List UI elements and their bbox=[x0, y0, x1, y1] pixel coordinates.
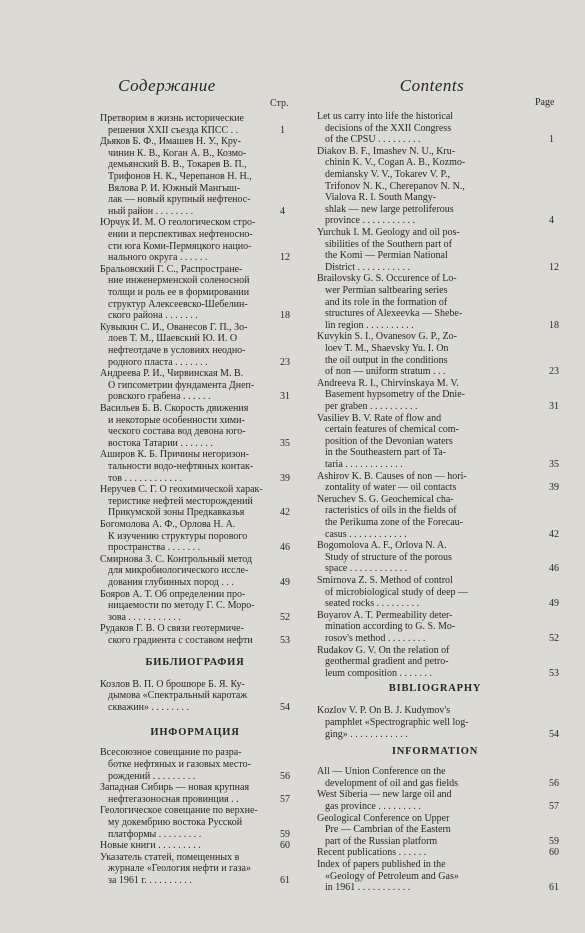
toc-entry-line: нального округа . . . . . . bbox=[108, 252, 208, 264]
toc-entry-page-number: 56 bbox=[549, 777, 559, 789]
information-heading-ru: ИНФОРМАЦИЯ bbox=[150, 727, 240, 739]
toc-entry-line: seated rocks . . . . . . . . . bbox=[325, 598, 420, 610]
toc-entry-page-number: 18 bbox=[280, 310, 290, 322]
toc-entry-page-number: 54 bbox=[280, 701, 290, 713]
information-heading-en: INFORMATION bbox=[391, 746, 479, 758]
toc-entry-line: sibilities of the Southern part of bbox=[325, 238, 452, 250]
toc-entry-line: Рудаков Г. В. О связи геотермиче- bbox=[100, 623, 244, 635]
toc-entry-page-number: 59 bbox=[280, 828, 290, 840]
toc-entry-information bbox=[100, 851, 290, 887]
toc-entry-line: gas province . . . . . . . . . bbox=[325, 800, 421, 812]
toc-entry-page-number: 4 bbox=[280, 205, 285, 217]
toc-entry-line: Andreeva R. I., Chirvinskaya M. V. bbox=[317, 377, 459, 389]
toc-entry-information bbox=[100, 782, 290, 805]
toc-entry-line: ging» . . . . . . . . . . . . bbox=[325, 728, 408, 740]
toc-entry-line: Ashirov K. B. Causes of non — hori- bbox=[317, 470, 467, 482]
toc-entry-line: ского градиента с составом нефти bbox=[108, 634, 253, 646]
toc-entry bbox=[100, 449, 290, 484]
toc-entry bbox=[317, 227, 559, 273]
toc-entry-line: position of the Devonian waters bbox=[325, 435, 453, 447]
toc-entry-line: the Komi — Permian National bbox=[325, 250, 448, 262]
toc-entry bbox=[317, 644, 559, 680]
toc-entry-page-number: 31 bbox=[549, 400, 559, 412]
toc-entry-line: Указатель статей, помещенных в bbox=[100, 851, 240, 863]
toc-entry-line: geothermal gradient and petro- bbox=[325, 656, 449, 668]
toc-entry-line: Кувыкин С. И., Ованесов Г. П., Зо- bbox=[100, 321, 248, 333]
toc-entry-information bbox=[317, 812, 559, 848]
toc-entry-line: журнале «Геология нефти и газа» bbox=[108, 863, 251, 875]
toc-entry-line: сти юга Коми-Пермяцкого нацио- bbox=[108, 240, 252, 252]
toc-entry-line: Вялова Р. И. Южный Мангыш- bbox=[108, 182, 241, 194]
toc-entry-line: Brailovsky G. S. Occurence of Lo- bbox=[317, 273, 457, 285]
toc-entry bbox=[317, 540, 559, 575]
toc-entry-line: in the Southeastern part of Ta- bbox=[325, 447, 447, 459]
toc-entry-line: Boyarov A. T. Permeability deter- bbox=[317, 609, 453, 621]
toc-entry-line: Study of structure of the porous bbox=[325, 551, 452, 563]
toc-entry-line: chinin K. V., Cogan A. B., Kozmo- bbox=[325, 157, 466, 169]
toc-entry-page-number: 52 bbox=[549, 632, 559, 644]
toc-entry-line: Геологическое совещание по верхне- bbox=[100, 805, 258, 817]
toc-entry-line: zontality of water — oil contacts bbox=[325, 482, 457, 494]
toc-entry-line: тов . . . . . . . . . . . . bbox=[108, 472, 182, 484]
toc-entry bbox=[317, 575, 559, 610]
toc-entry-line: mination according to G. S. Mo- bbox=[325, 621, 456, 633]
toc-entry-page-number: 39 bbox=[280, 472, 290, 484]
toc-entry-line: нефтегазоносная провинция . . bbox=[108, 793, 239, 805]
toc-entry-line: за 1961 г. . . . . . . . . . bbox=[108, 874, 192, 886]
toc-entry-line: востока Татарии . . . . . . . bbox=[108, 437, 213, 449]
toc-entry-page-number: 39 bbox=[549, 482, 559, 494]
toc-entry bbox=[317, 493, 559, 540]
toc-english-heading: Contents bbox=[399, 76, 465, 95]
toc-entry-line: Let us carry into life the historical bbox=[317, 111, 454, 122]
toc-entry-line: лоев Т. М., Шаевский Ю. И. О bbox=[108, 333, 238, 345]
toc-entry-information bbox=[317, 847, 559, 859]
toc-entry-information bbox=[100, 805, 290, 840]
toc-russian-page-label: Стр. bbox=[270, 98, 289, 109]
toc-entry bbox=[100, 519, 290, 554]
toc-entry-line: ние инженерменской соленосной bbox=[108, 275, 250, 287]
toc-entry-line: чинин К. В., Коган А. В., Козмо- bbox=[108, 147, 247, 159]
toc-entry-line: Претворим в жизнь исторические bbox=[100, 113, 244, 124]
toc-entry bbox=[100, 588, 290, 624]
toc-entry-line: для микробиологического иссле- bbox=[108, 565, 249, 577]
toc-entry bbox=[100, 321, 290, 368]
toc-entry-line: родного пласта . . . . . . . bbox=[108, 356, 208, 368]
toc-entry-line: space . . . . . . . . . . . . bbox=[325, 563, 408, 575]
toc-entry-line: per graben . . . . . . . . . . bbox=[325, 400, 418, 412]
toc-entry-page-number: 49 bbox=[549, 598, 559, 610]
toc-entry-line: racteristics of oils in the fields of bbox=[325, 505, 457, 517]
toc-entry-line: the Perikuma zone of the Forecau- bbox=[325, 516, 464, 528]
toc-entry-information bbox=[100, 747, 290, 782]
bibliography-heading-en: BIBLIOGRAPHY bbox=[388, 683, 482, 695]
toc-entry-page-number: 61 bbox=[549, 882, 559, 894]
toc-entry bbox=[317, 273, 559, 331]
toc-entry-page-number: 53 bbox=[280, 634, 290, 646]
toc-entry bbox=[317, 145, 554, 227]
toc-entry-page-number: 1 bbox=[280, 124, 285, 136]
toc-entry-line: certain features of chemical com- bbox=[325, 424, 459, 436]
bibliography-heading-ru: БИБЛИОГРАФИЯ bbox=[145, 656, 245, 668]
toc-entry-line: Kuvykin S. I., Ovanesov G. P., Zo- bbox=[317, 331, 457, 343]
toc-entry-line: part of the Russian platform bbox=[325, 835, 438, 847]
toc-entry-page-number: 23 bbox=[549, 366, 559, 378]
toc-entry-page-number: 60 bbox=[280, 840, 290, 852]
toc-entry-bibliography bbox=[100, 678, 290, 714]
toc-entry-page-number: 12 bbox=[280, 252, 290, 264]
toc-entry-line: casus . . . . . . . . . . . . bbox=[325, 528, 407, 540]
toc-entry-line: теристике нефтей месторождений bbox=[108, 495, 253, 507]
toc-entry-line: pamphlet «Spectrographic well log- bbox=[325, 716, 469, 728]
toc-entry-line: shlak — new large petroliferous bbox=[325, 203, 454, 215]
toc-entry bbox=[100, 113, 285, 136]
toc-entry-line: wer Permian saltbearing series bbox=[325, 284, 448, 296]
toc-entry-line: К изучению структуры порового bbox=[108, 530, 248, 542]
toc-entry-line: нефтеотдаче в условиях неодно- bbox=[108, 344, 246, 356]
toc-entry-line: Trifonov N. K., Cherepanov N. N., bbox=[325, 180, 465, 192]
toc-entry-line: рождений . . . . . . . . . bbox=[108, 770, 196, 782]
toc-entry-line: in 1961 . . . . . . . . . . . bbox=[325, 882, 411, 894]
toc-entry-line: «Geology of Petroleum and Gas» bbox=[325, 870, 459, 882]
toc-entry-line: Васильев Б. В. Скорость движения bbox=[100, 403, 249, 414]
toc-entry-line: Андреева Р. И., Чирвинская М. В. bbox=[100, 368, 244, 380]
toc-entry bbox=[100, 623, 290, 646]
toc-entry-page-number: 49 bbox=[280, 576, 290, 588]
toc-entry-line: толщи и роль ее в формировании bbox=[108, 286, 250, 298]
toc-entry-line: ческого состава вод девона юго- bbox=[108, 426, 246, 438]
toc-entry-line: Kozlov V. P. On B. J. Kudymov's bbox=[317, 705, 451, 717]
toc-entry-page-number: 18 bbox=[549, 319, 559, 331]
toc-entry bbox=[317, 111, 554, 146]
toc-entry-line: лак — новый крупный нефтенос- bbox=[108, 194, 251, 206]
toc-entry-line: ботке нефтяных и газовых место- bbox=[108, 758, 251, 770]
toc-entry bbox=[317, 470, 559, 494]
toc-entry bbox=[317, 609, 559, 645]
toc-entry-page-number: 42 bbox=[549, 528, 559, 540]
toc-entry-line: lin region . . . . . . . . . . bbox=[325, 319, 414, 331]
toc-entry-page-number: 59 bbox=[549, 835, 559, 847]
toc-entry-line: of microbiological study of deep — bbox=[325, 586, 469, 598]
toc-entry-line: Неручев С. Г. О геохимической харак- bbox=[100, 484, 263, 496]
toc-entry-page-number: 42 bbox=[280, 507, 290, 519]
toc-entry-page-number: 57 bbox=[280, 793, 290, 805]
toc-entry-line: Vialova R. I. South Mangy- bbox=[325, 192, 437, 204]
toc-entry-line: дования глубинных пород . . . bbox=[108, 576, 234, 588]
toc-entry-page-number: 12 bbox=[549, 261, 559, 273]
toc-entry-page-number: 54 bbox=[549, 728, 559, 740]
toc-entry-line: Vasiliev B. V. Rate of flow and bbox=[317, 412, 442, 424]
toc-entry-line: дымова «Спектральный каротаж bbox=[108, 690, 248, 702]
toc-entry-line: Geological Conference on Upper bbox=[317, 812, 450, 824]
toc-entry-line: taria . . . . . . . . . . . . bbox=[325, 458, 403, 470]
toc-entry-page-number: 46 bbox=[280, 542, 290, 554]
toc-entry-line: Smirnova Z. S. Method of control bbox=[317, 575, 453, 586]
toc-entry-line: Bogomolova A. F., Orlova N. A. bbox=[317, 540, 447, 552]
toc-entry-line: Basement hypsometry of the Dnie- bbox=[325, 389, 465, 401]
toc-entry-line: Богомолова А. Ф., Орлова Н. А. bbox=[100, 519, 236, 530]
toc-entry bbox=[100, 403, 290, 449]
toc-entry-line: ского района . . . . . . . bbox=[108, 310, 198, 322]
toc-entry-page-number: 35 bbox=[280, 437, 290, 449]
toc-entry-line: Аширов К. Б. Причины негоризон- bbox=[100, 449, 249, 461]
toc-entry-line: of the CPSU . . . . . . . . . bbox=[325, 134, 421, 146]
toc-entry-line: Прикумской зоны Предкавказья bbox=[108, 507, 245, 519]
toc-entry-line: and its role in the formation of bbox=[325, 296, 448, 308]
toc-entry-line: Бояров А. Т. Об определении про- bbox=[100, 588, 246, 600]
toc-entry-line: тальности водо-нефтяных контак- bbox=[108, 460, 254, 472]
toc-entry bbox=[317, 331, 559, 378]
toc-entry bbox=[100, 553, 290, 589]
toc-entry-line: ении и перспективах нефтеносно- bbox=[108, 228, 253, 240]
toc-entry-line: демьянский В. В., Токарев В. П., bbox=[108, 159, 247, 171]
toc-entry bbox=[317, 377, 559, 413]
toc-entry-line: Трифонов Н. К., Черепанов Н. Н., bbox=[108, 170, 252, 182]
toc-entry-line: loev T. M., Shaevsky Yu. I. On bbox=[325, 342, 449, 354]
toc-entry-line: ровского грабена . . . . . . bbox=[108, 391, 211, 403]
toc-entry-page-number: 31 bbox=[280, 391, 290, 403]
toc-entry bbox=[100, 217, 290, 264]
toc-entry-line: Смирнова З. С. Контрольный метод bbox=[100, 553, 253, 565]
toc-entry-line: Новые книги . . . . . . . . . bbox=[100, 840, 201, 852]
toc-entry-line: Pre — Cambrian of the Eastern bbox=[325, 824, 451, 836]
toc-entry-page-number: 56 bbox=[280, 770, 290, 782]
toc-entry-line: решения XXII съезда КПСС . . bbox=[108, 124, 239, 136]
toc-entry-line: Юрчук И. М. О геологическом стро- bbox=[100, 217, 256, 229]
toc-entry-page-number: 60 bbox=[549, 847, 559, 859]
toc-entry bbox=[317, 412, 559, 471]
toc-entry-line: платформы . . . . . . . . . bbox=[108, 828, 202, 840]
toc-entry-line: District . . . . . . . . . . . bbox=[325, 261, 410, 273]
toc-entry-line: structures of Alexeevka — Shebe- bbox=[325, 308, 463, 320]
toc-entry-line: rosov's method . . . . . . . . bbox=[325, 632, 426, 644]
toc-entry-line: ницаемости по методу Г. С. Моро- bbox=[108, 600, 255, 612]
toc-entry-line: West Siberia — new large oil and bbox=[317, 789, 452, 801]
toc-entry-line: зова . . . . . . . . . . . bbox=[108, 611, 181, 623]
toc-entry-line: и некоторые особенности хими- bbox=[108, 414, 245, 426]
toc-entry-line: Neruchev S. G. Geochemical cha- bbox=[317, 493, 454, 505]
toc-entry-page-number: 46 bbox=[549, 563, 559, 575]
toc-entry-page-number: 61 bbox=[280, 874, 290, 886]
toc-entry-information bbox=[317, 859, 559, 894]
toc-entry-line: структур Алексеевско-Шебелин- bbox=[108, 298, 248, 310]
toc-entry-line: Дьяков Б. Ф., Имашев Н. У., Кру- bbox=[100, 136, 242, 148]
toc-entry-line: Diakov B. F., Imashev N. U., Kru- bbox=[317, 145, 456, 157]
toc-entry-line: Yurchuk I. M. Geology and oil pos- bbox=[317, 227, 460, 238]
toc-entry-line: ный район . . . . . . . . bbox=[108, 205, 194, 217]
toc-entry-line: All — Union Conference on the bbox=[317, 766, 446, 778]
toc-entry-line: Index of papers published in the bbox=[317, 859, 446, 870]
toc-entry-line: leum composition . . . . . . . bbox=[325, 667, 432, 679]
toc-entry-page-number: 52 bbox=[280, 611, 290, 623]
toc-entry-line: Западная Сибирь — новая крупная bbox=[100, 782, 250, 794]
toc-entry-line: development of oil and gas fields bbox=[325, 777, 459, 789]
toc-entry-line: пространства . . . . . . . bbox=[108, 542, 201, 554]
toc-entry-line: скважин» . . . . . . . . bbox=[108, 701, 189, 713]
toc-entry-line: Козлов В. П. О брошюре Б. Я. Ку- bbox=[100, 678, 245, 690]
toc-entry-line: the oil output in the conditions bbox=[325, 354, 448, 366]
toc-entry bbox=[100, 368, 290, 403]
toc-entry-page-number: 4 bbox=[549, 215, 554, 227]
toc-entry-page-number: 57 bbox=[549, 800, 559, 812]
toc-entry-page-number: 1 bbox=[549, 134, 554, 146]
toc-entry-line: Rudakov G. V. On the relation of bbox=[317, 644, 450, 656]
toc-entry-line: Бральовский Г. С., Распростране- bbox=[100, 263, 243, 275]
toc-russian-heading: Содержание bbox=[118, 76, 216, 95]
toc-english-page-label: Page bbox=[535, 97, 555, 108]
toc-entry bbox=[100, 484, 290, 519]
toc-entry-line: му докембрию востока Русской bbox=[108, 816, 243, 828]
toc-entry-information bbox=[317, 789, 559, 812]
toc-entry-line: О гипсометрии фундамента Днеп- bbox=[108, 379, 255, 391]
toc-entry-line: of non — uniform stratum . . . bbox=[325, 366, 446, 378]
toc-entry-line: province . . . . . . . . . . . bbox=[325, 215, 415, 227]
toc-entry-line: Всесоюзное совещание по разра- bbox=[100, 747, 242, 759]
toc-entry-information bbox=[100, 840, 290, 852]
toc-entry-bibliography bbox=[317, 705, 559, 740]
toc-entry-page-number: 53 bbox=[549, 667, 559, 679]
toc-entry-page-number: 35 bbox=[549, 458, 559, 470]
toc-entry-line: Recent publications . . . . . . bbox=[317, 847, 427, 859]
toc-entry bbox=[100, 263, 290, 322]
toc-entry-page-number: 23 bbox=[280, 356, 290, 368]
toc-entry bbox=[100, 136, 285, 217]
toc-entry-information bbox=[317, 766, 559, 789]
toc-entry-line: decisions of the XXII Congress bbox=[325, 122, 452, 134]
toc-entry-line: demiansky V. V., Tokarev V. P., bbox=[325, 168, 450, 180]
